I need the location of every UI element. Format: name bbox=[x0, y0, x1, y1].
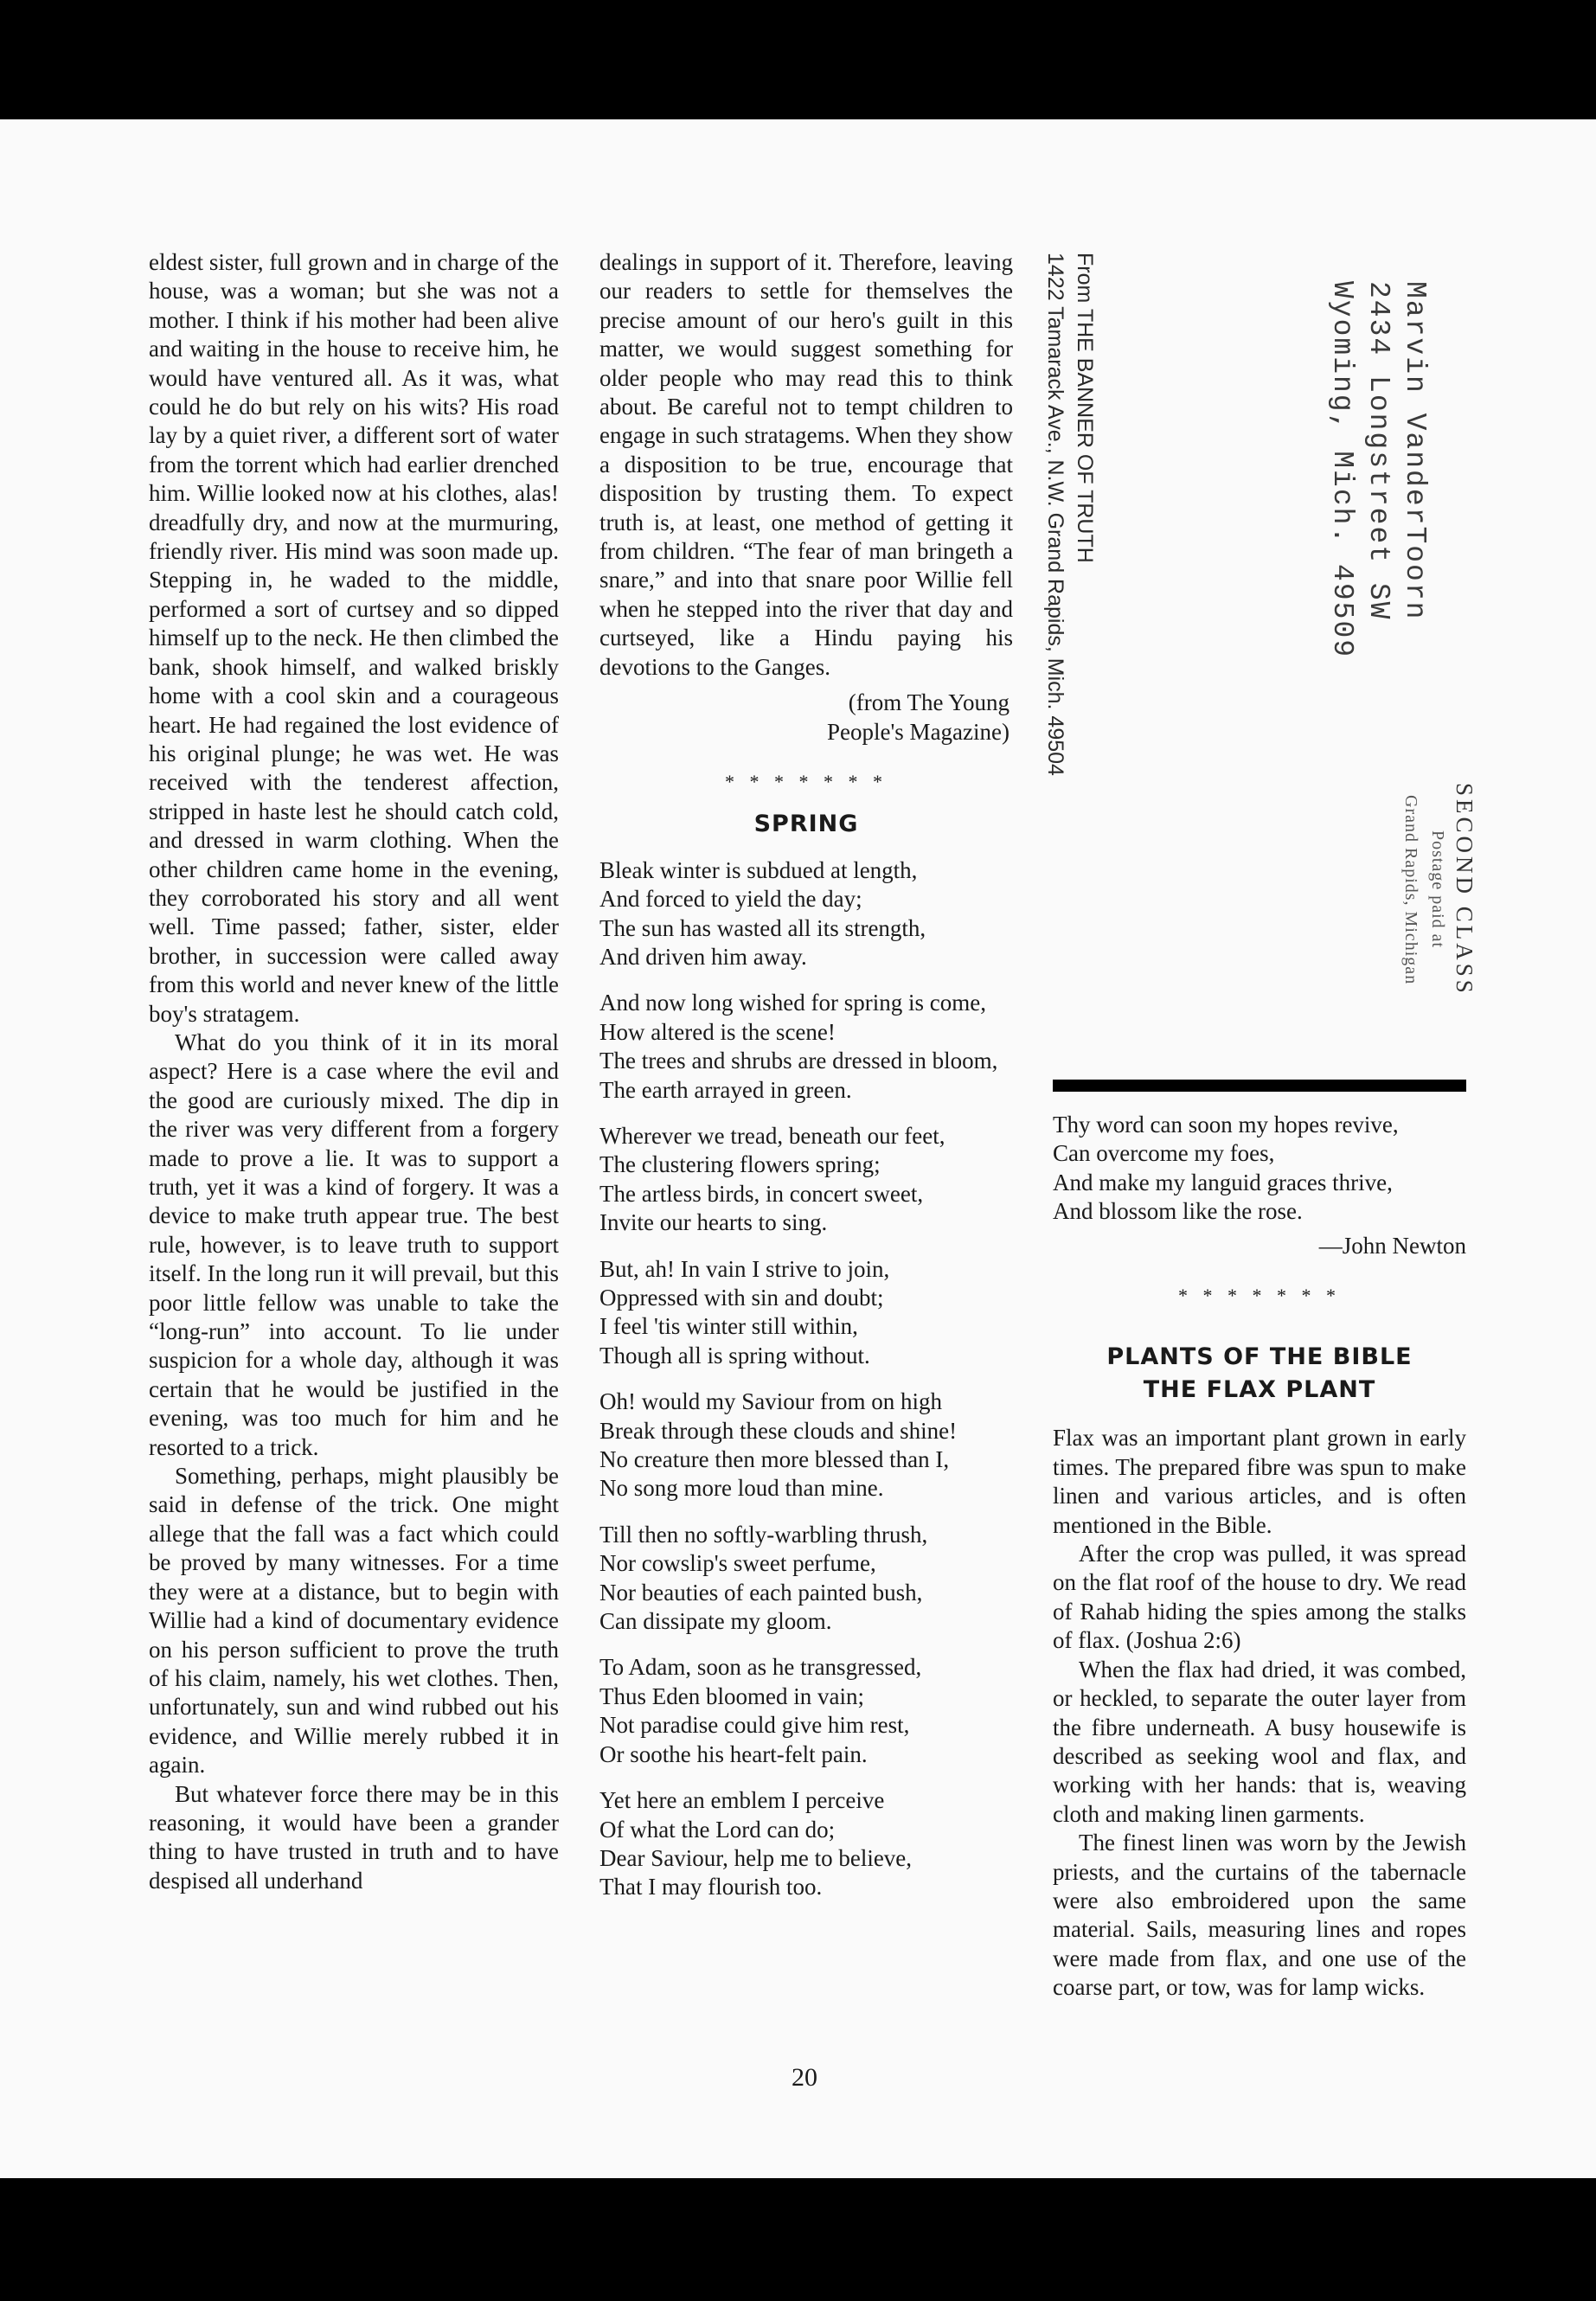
column-right bbox=[1053, 1080, 1466, 2003]
section-divider: * * * * * * * bbox=[725, 770, 888, 792]
column-middle bbox=[599, 248, 1013, 1920]
mailer-divider-rule bbox=[1053, 1080, 1466, 1092]
stanza: Till then no softly-warbling thrush, Nor cowslip's sweet perfume, Nor beauties of each painted bush, Can dissipate my gloom. bbox=[599, 1521, 928, 1635]
stanza: But, ah! In vain I strive to join, Oppressed with sin and doubt; I feel 'tis winter still within, Though all is spring without. bbox=[599, 1255, 890, 1368]
stanza: Oh! would my Saviour from on high Break through these clouds and shine! No creature then more blessed than I, No song more loud than mine. bbox=[599, 1388, 958, 1502]
mailing-label: Marvin VanderToorn 2434 Longstreet SW Wyoming, Mich. 49509 bbox=[1326, 281, 1431, 659]
return-address: From THE BANNER OF TRUTH 1422 Tamarack Ave., N.W. Grand Rapids, Mich. 49504 bbox=[1043, 253, 1097, 776]
paragraph: What do you think of it in its moral aspect? Here is a case where the evil and the good are curiously mixed. The dip in the river was very different from a forgery made to prove a lie. It was to support a truth, yet it was a kind of forgery. It was a device to make truth appear true. The best rule, however, is to leave truth to support itself. In the long run it will prevail, but this poor little fellow was unable to take the “long-run” into account. To lie under suspicion for a whole day, although it was certain that he would be justified in the evening, was too much for him and he resorted to a trick. bbox=[149, 1029, 559, 1460]
stanza: Thy word can soon my hopes revive, Can overcome my foes, And make my languid graces thrive, And blossom like the rose. bbox=[1053, 1112, 1399, 1225]
source-attribution: (from The Young People's Magazine) bbox=[826, 689, 1010, 745]
poem bbox=[599, 856, 1013, 1902]
paragraph: dealings in support of it. Therefore, leaving our readers to settle for themselves the precise amount of our hero's guilt in this matter, we would suggest something for older people who may read this to think about. Be careful not to tempt children to engage in such stratagems. When they show a disposition to be true, encourage that disposition by trusting them. To expect truth is, at least, one method of getting it from children. “The fear of man bringeth a snare,” and into that snare poor Willie fell when he stepped into the river that day and curtseyed, like a Hindu paying his devotions to the Ganges. bbox=[599, 249, 1013, 680]
column-left bbox=[149, 248, 559, 1895]
poem-author: —John Newton bbox=[1318, 1232, 1466, 1259]
stanza: Bleak winter is subdued at length, And forced to yield the day; The sun has wasted all its strength, And driven him away. bbox=[599, 856, 926, 970]
stanza: And now long wished for spring is come, How altered is the scene! The trees and shrubs are dressed in bloom, The earth arrayed in green. bbox=[599, 990, 998, 1103]
paragraph: Flax was an important plant grown in early times. The prepared fibre was spun to make linen and various articles, and is often mentioned in the Bible. bbox=[1053, 1425, 1466, 1538]
paragraph: Something, perhaps, might plausibly be said in defense of the trick. One might allege that the fall was a fact which could be proved by many witnesses. For a time they were at a distance, but to begin with Willie had a kind of documentary evidence on his person sufficient to prove the truth of his claim, namely, his wet clothes. Then, unfortunately, sun and wind rubbed out his evidence, and Willie merely rubbed it in again. bbox=[149, 1463, 559, 1779]
article-heading: PLANTS OF THE BIBLE THE FLAX PLANT bbox=[1106, 1343, 1413, 1404]
paragraph: eldest sister, full grown and in charge of the house, was a woman; but she was not a mother. I think if his mother had been alive and waiting in the house to receive him, he would have ventured all. As it was, what could he do but rely on his wits? His road lay by a quiet river, a different sort of water from the torrent which had earlier drenched him. Willie looked now at his clothes, alas! dreadfully dry, and now at the murmuring, friendly river. His mind was soon made up. Stepping in, he waded to the middle, performed a sort of curtsey and so dipped himself up to the neck. He then climbed the bank, shook himself, and walked briskly home with a cool skin and a courageous heart. He had regained the lost evidence of his original plunge; he was wet. He was received with the tenderest affection, stripped in haste lest he should catch cold, and dressed in warm clothing. When the other children came home in the evening, they corroborated his story and all went well. Time passed; father, sister, elder brother, in succession were called away from this world and never knew of the little boy's stratagem. bbox=[149, 249, 559, 1027]
paragraph: But whatever force there may be in this reasoning, it would have been a grander thing to have trusted in truth and to have despised all underhand bbox=[149, 1780, 559, 1894]
section-divider: * * * * * * * bbox=[1178, 1285, 1341, 1307]
postage-indicia: SECOND CLASS Postage paid at Grand Rapids, Michigan bbox=[1401, 783, 1477, 997]
scan-border-bottom bbox=[0, 2178, 1596, 2301]
poem-title: SPRING bbox=[753, 811, 859, 838]
stanza: To Adam, soon as he transgressed, Thus Eden bloomed in vain; Not paradise could give him rest, Or soothe his heart-felt pain. bbox=[599, 1654, 922, 1767]
paragraph: The finest linen was worn by the Jewish priests, and the curtains of the tabernacle were also embroidered upon the same material. Sails, measuring lines and ropes were made from flax, and one use of the coarse part, or tow, was for lamp wicks. bbox=[1053, 1830, 1466, 2001]
page-number: 20 bbox=[792, 2063, 817, 2092]
stanza: Wherever we tread, beneath our feet, The clustering flowers spring; The artless birds, in concert sweet, Invite our hearts to sing. bbox=[599, 1122, 945, 1236]
paragraph: After the crop was pulled, it was spread on the flat roof of the house to dry. We read of Rahab hiding the spies among the stalks of flax. (Joshua 2:6) bbox=[1053, 1541, 1466, 1654]
paragraph: When the flax had dried, it was combed, or heckled, to separate the outer layer from the fibre underneath. A busy housewife is described as seeking wool and flax, and working with her hands: that is, weaving cloth and making linen garments. bbox=[1053, 1656, 1466, 1827]
stanza: Yet here an emblem I perceive Of what the Lord can do; Dear Saviour, help me to believe, That I may flourish too. bbox=[599, 1787, 913, 1900]
scan-border-top bbox=[0, 0, 1596, 119]
